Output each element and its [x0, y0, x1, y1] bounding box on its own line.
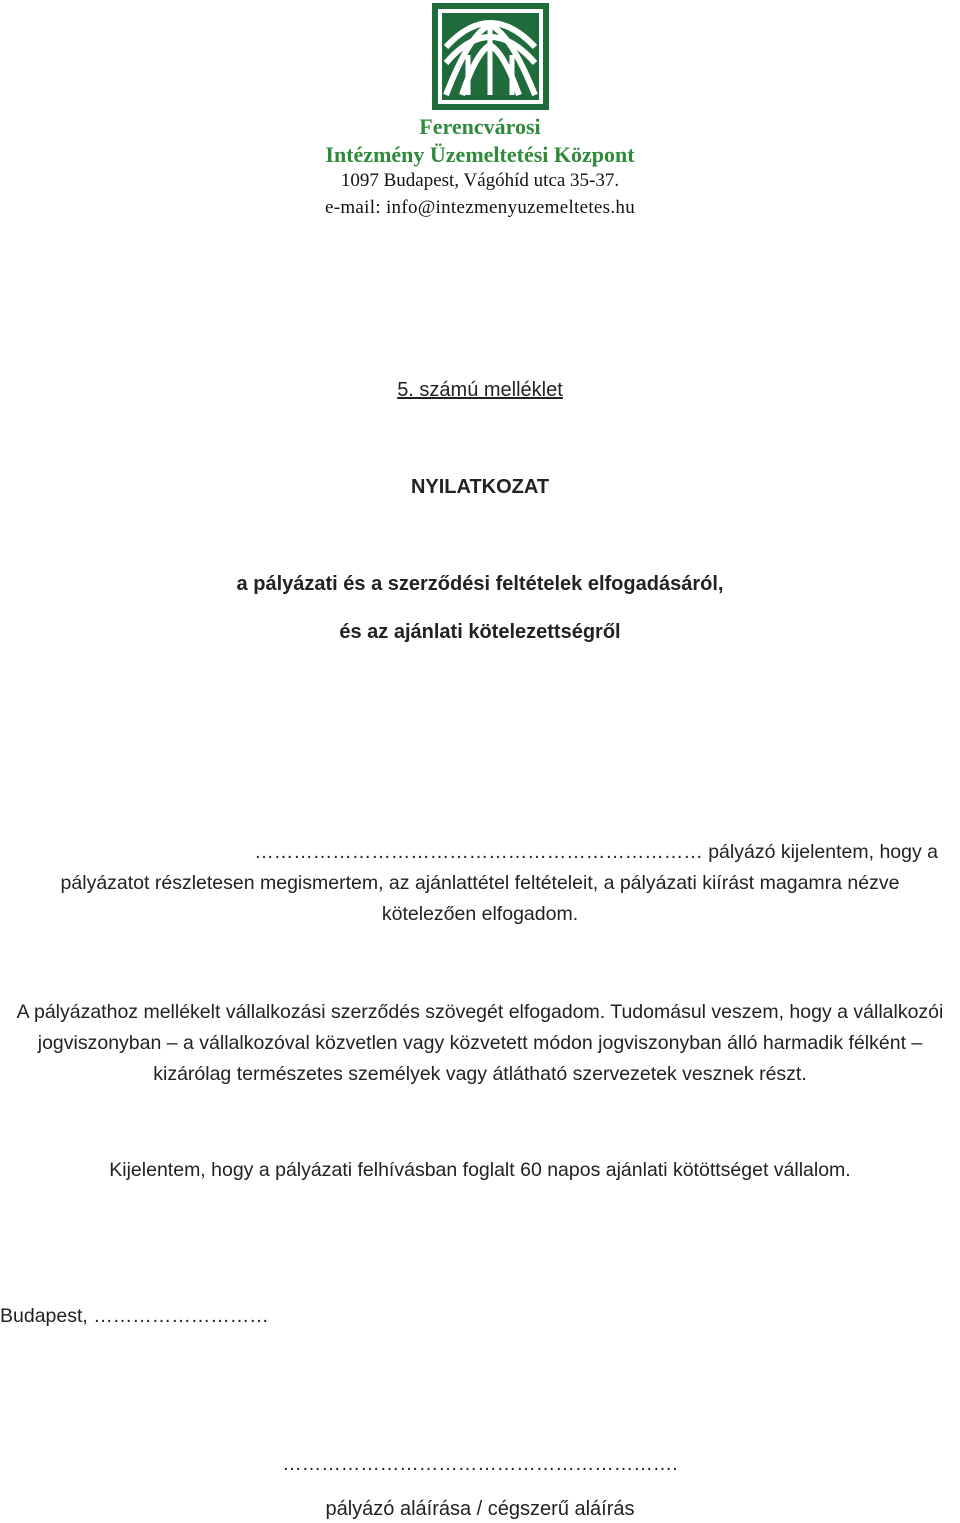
place-date-line: Budapest, ……………………… [0, 1305, 269, 1327]
signature-label: pályázó aláírása / cégszerű aláírás [325, 1498, 635, 1520]
contract-acceptance-paragraph: A pályázathoz mellékelt vállalkozási szerződés szövegét elfogadom. Tudomásul veszem, hogy a vállalkozói jogviszonyban – a vállalkozóval közvetlen vagy közvetett módon jogviszonyban álló harmadik félként – kizárólag természetes személyek vagy átlátható szervezetek vesznek részt. [16, 1001, 944, 1085]
annex-label [0, 377, 960, 403]
document-subtitle-line2: és az ajánlati kötelezettségről [339, 621, 621, 643]
organization-subname: Intézmény Üzemeltetési Központ [325, 142, 635, 167]
declaration-paragraph [16, 837, 944, 930]
ferencvaros-logo-icon [432, 3, 549, 110]
annex-text: 5. számú melléklet [397, 379, 563, 401]
organization-email: e-mail: info@intezmenyuzemeltetes.hu [324, 197, 636, 218]
signature-line: ……………………………………………………. [282, 1453, 678, 1475]
document-subtitle-line1: a pályázati és a szerződési feltételek elfogadásáról, [236, 573, 724, 595]
document-title: NYILATKOZAT [410, 476, 550, 498]
organization-address: 1097 Budapest, Vágóhíd utca 35-37. [340, 170, 620, 191]
declaration-rest: pályázatot részletesen megismertem, az ajánlattétel feltételeit, a pályázati kiírást magamra nézve kötelezően elfogadom. [60, 872, 900, 925]
binding-period-paragraph: Kijelentem, hogy a pályázati felhívásban foglalt 60 napos ajánlati kötöttséget vállalom. [109, 1159, 851, 1181]
declaration-first-line: …………………………………………………………… pályázó kijelentem, hogy a [254, 841, 938, 863]
organization-name: Ferencvárosi [419, 114, 541, 139]
